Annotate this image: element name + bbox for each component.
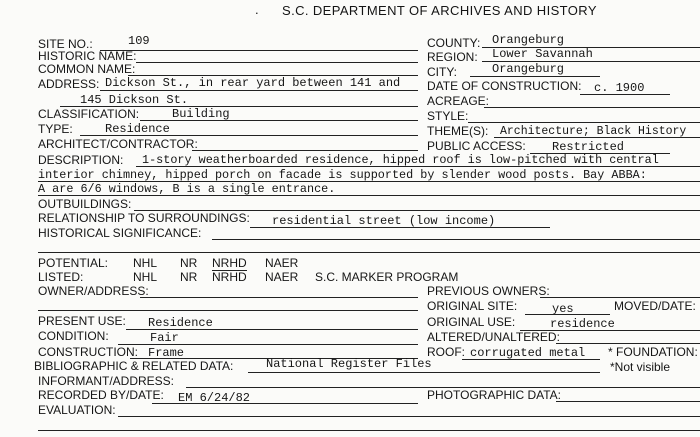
- significance-label: HISTORICAL SIGNIFICANCE:: [38, 226, 202, 240]
- condition-value: Fair: [150, 331, 179, 345]
- site-no-rule: [100, 50, 418, 51]
- listed-option-nhl: NHL: [133, 270, 158, 284]
- moved-date-label: MOVED/DATE:: [614, 299, 696, 313]
- roof-value: corrugated metal: [470, 346, 586, 360]
- address-rule-1: [100, 90, 418, 91]
- description-line3: A are 6/6 windows, B is a single entrance.: [38, 182, 336, 196]
- description-label: DESCRIPTION:: [38, 153, 124, 167]
- potential-option-naer: NAER: [265, 256, 299, 270]
- present-use-rule: [126, 329, 418, 330]
- evaluation-rule: [118, 416, 700, 417]
- roof-label: ROOF:: [427, 345, 465, 359]
- evaluation-label: EVALUATION:: [38, 403, 116, 417]
- original-site-rule: [525, 314, 610, 315]
- altered-rule: [556, 343, 700, 344]
- address-line2: 145 Dickson St.: [80, 93, 189, 107]
- photographic-label: PHOTOGRAPHIC DATA:: [427, 388, 562, 402]
- address-line1: Dickson St., in rear yard between 141 and: [105, 76, 401, 90]
- type-value: Residence: [105, 122, 170, 136]
- listed-option-nr: NR: [180, 270, 198, 284]
- public-access-label: PUBLIC ACCESS:: [427, 139, 526, 153]
- listed-option-nrhd: NRHD: [212, 270, 247, 284]
- section-divider: [38, 252, 700, 253]
- description-rule-3: [38, 195, 700, 196]
- foundation-note: *Not visible: [610, 360, 671, 374]
- region-label: REGION:: [427, 50, 478, 64]
- description-rule-1: [136, 166, 700, 167]
- owner-address-rule: [140, 297, 418, 298]
- architect-rule: [192, 150, 418, 151]
- significance-rule: [212, 239, 700, 240]
- acreage-rule: [484, 107, 700, 108]
- classification-value: Building: [172, 107, 230, 121]
- construction-value: Frame: [148, 346, 185, 360]
- recorded-label: RECORDED BY/DATE:: [38, 388, 164, 402]
- condition-rule: [118, 344, 418, 345]
- county-label: COUNTY:: [427, 36, 481, 50]
- themes-value: Architecture; Black History: [500, 125, 687, 138]
- potential-option-nhl: NHL: [133, 256, 158, 270]
- region-value: Lower Savannah: [492, 47, 593, 61]
- previous-owners-rule: [540, 297, 700, 298]
- historic-name-rule: [136, 62, 418, 63]
- recorded-value: EM 6/24/82: [178, 391, 251, 405]
- common-name-label: COMMON NAME:: [38, 62, 136, 76]
- site-no-label: SITE NO.:: [38, 37, 93, 51]
- potential-option-nr: NR: [180, 256, 198, 270]
- classification-label: CLASSIFICATION:: [38, 107, 140, 121]
- roof-rule: [462, 359, 600, 360]
- condition-label: CONDITION:: [38, 329, 109, 343]
- public-access-value: Restricted: [552, 140, 625, 154]
- historic-name-label: HISTORIC NAME:: [38, 49, 137, 63]
- informant-label: INFORMANT/ADDRESS:: [38, 374, 175, 388]
- date-construction-label: DATE OF CONSTRUCTION:: [427, 79, 582, 93]
- foundation-label: * FOUNDATION:: [608, 345, 698, 359]
- owner-address-rule-2: [38, 310, 418, 311]
- present-use-value: Residence: [148, 316, 213, 330]
- listed-label: LISTED:: [38, 270, 84, 284]
- relationship-label: RELATIONSHIP TO SURROUNDINGS:: [38, 211, 250, 225]
- listed-option-naer: NAER: [265, 270, 299, 284]
- potential-label: POTENTIAL:: [38, 256, 109, 270]
- site-no-value: 109: [128, 34, 150, 48]
- description-line1: 1-story weatherboarded residence, hipped roof is low-pitched with central: [142, 153, 659, 167]
- original-site-label: ORIGINAL SITE:: [427, 299, 518, 313]
- acreage-label: ACREAGE:: [427, 94, 490, 108]
- themes-label: THEME(S):: [427, 124, 489, 138]
- original-use-label: ORIGINAL USE:: [427, 315, 516, 329]
- style-rule: [468, 122, 700, 123]
- outbuildings-label: OUTBUILDINGS:: [38, 197, 132, 211]
- city-label: CITY:: [427, 65, 458, 79]
- original-use-value: residence: [550, 317, 615, 331]
- city-rule: [470, 76, 600, 77]
- bibliographic-rule: [248, 372, 600, 373]
- bibliographic-value: National Register Files: [266, 357, 432, 371]
- city-value: Orangeburg: [492, 62, 565, 76]
- style-label: STYLE:: [427, 109, 469, 123]
- photographic-rule: [556, 401, 700, 402]
- bibliographic-label: BIBLIOGRAPHIC & RELATED DATA:: [34, 359, 234, 373]
- date-construction-rule: [580, 94, 670, 95]
- construction-label: CONSTRUCTION:: [38, 345, 138, 359]
- type-label: TYPE:: [38, 122, 73, 136]
- header-dot: .: [255, 2, 259, 17]
- classification-rule: [140, 120, 418, 121]
- type-rule: [80, 135, 418, 136]
- marker-program: S.C. MARKER PROGRAM: [315, 270, 459, 284]
- page-title: S.C. DEPARTMENT OF ARCHIVES AND HISTORY: [282, 3, 597, 18]
- date-construction-value: c. 1900: [594, 81, 645, 95]
- relationship-value: residential street (low income): [272, 214, 496, 228]
- original-site-value: yes: [552, 302, 574, 316]
- owner-address-label: OWNER/ADDRESS:: [38, 284, 149, 298]
- potential-option-nrhd-selected: NRHD: [212, 256, 247, 270]
- description-line2: interior chimney, hipped porch on facade is supported by slender wood posts. Bay ABBA:: [38, 168, 647, 182]
- themes-rule: [494, 137, 700, 138]
- architect-label: ARCHITECT/CONTRACTOR:: [38, 137, 198, 151]
- address-label: ADDRESS:: [38, 77, 100, 91]
- evaluation-rule-2: [38, 430, 700, 431]
- previous-owners-label: PREVIOUS OWNERS:: [427, 284, 550, 298]
- relationship-rule: [250, 227, 550, 228]
- altered-label: ALTERED/UNALTERED:: [427, 330, 560, 344]
- county-value: Orangeburg: [492, 33, 565, 47]
- present-use-label: PRESENT USE:: [38, 314, 126, 328]
- recorded-rule: [152, 403, 418, 404]
